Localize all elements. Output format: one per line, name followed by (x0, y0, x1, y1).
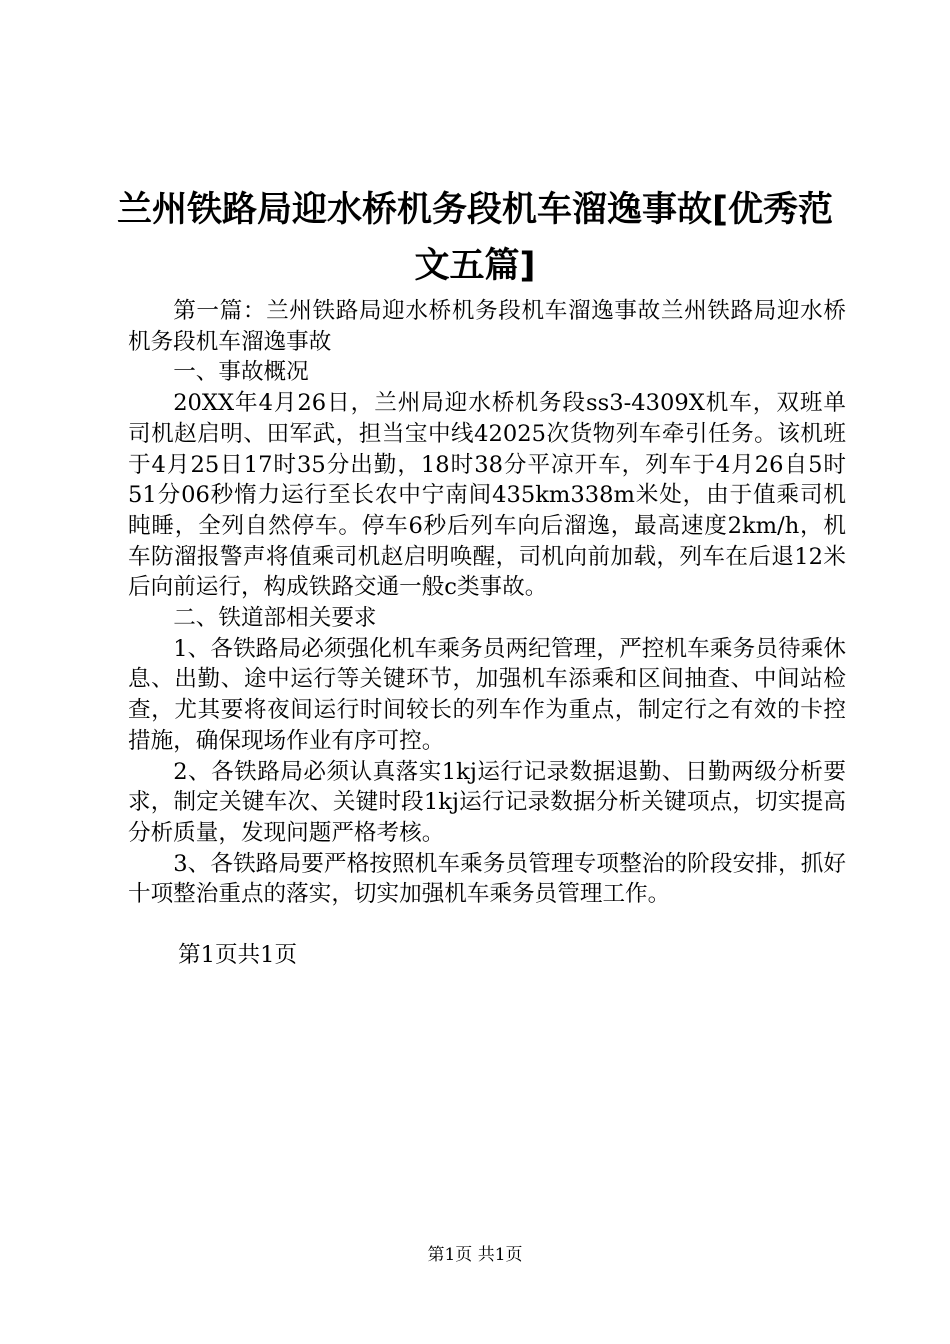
requirement-item-2: 2、各铁路局必须认真落实1kj运行记录数据退勤、日勤两级分析要求，制定关键车次、关键时段1kj运行记录数据分析关键项点，切实提高分析质量，发现问题严格考核。 (128, 758, 846, 846)
requirement-item-1: 1、各铁路局必须强化机车乘务员两纪管理，严控机车乘务员待乘休息、出勤、途中运行等关键环节，加强机车添乘和区间抽查、中间站检查，尤其要将夜间运行时间较长的列车作为重点，制定行之有效的卡控措施，确保现场作业有序可控。 (128, 635, 846, 754)
document-body (128, 296, 846, 910)
section-heading-requirements: 二、铁道部相关要求 (173, 605, 377, 632)
section-heading-overview: 一、事故概况 (173, 359, 309, 386)
paragraph-accident-details: 20XX年4月26日，兰州局迎水桥机务段ss3-4309X机车，双班单司机赵启明、田军武，担当宝中线42025次货物列车牵引任务。该机班于4月25日17时35分出勤，18时38分平凉开车，列车于4月26自5时51分06秒惰力运行至长农中宁南间435km338m米处，由于值乘司机盹睡，全列自然停车。停车6秒后列车向后溜逸，最高速度2km/h，机车防溜报警声将值乘司机赵启明唤醒，司机向前加载，列车在后退12米后向前运行，构成铁路交通一般c类事故。 (128, 390, 846, 601)
requirement-item-3: 3、各铁路局要严格按照机车乘务员管理专项整治的阶段安排，抓好十项整治重点的落实，切实加强机车乘务员管理工作。 (128, 850, 846, 908)
page-footer: 第1页 共1页 (427, 1245, 523, 1265)
inline-page-count: 第1页共1页 (178, 942, 298, 968)
document-title: 兰州铁路局迎水桥机务段机车溜逸事故[优秀范文五篇] (117, 190, 833, 286)
paragraph-intro: 第一篇：兰州铁路局迎水桥机务段机车溜逸事故兰州铁路局迎水桥机务段机车溜逸事故 (128, 298, 846, 355)
